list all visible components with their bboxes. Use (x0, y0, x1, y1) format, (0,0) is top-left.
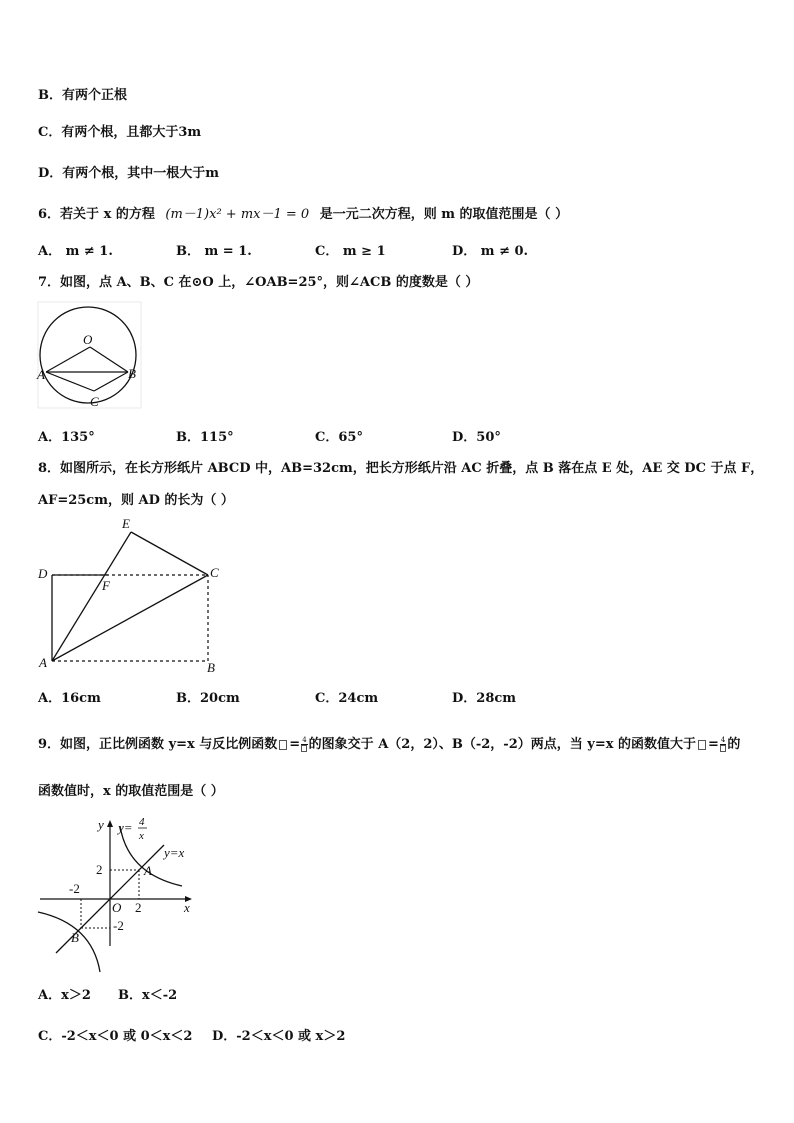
q9-stem-part-a: 9．如图，正比例函数 y=x 与反比例函数 (38, 737, 278, 752)
q7-option-c: C．65° (315, 430, 363, 445)
q7-label-c: C (90, 394, 99, 409)
q9-label-curve-den: x (139, 830, 144, 842)
q7-stem: 7．如图，点 A、B、C 在⊙O 上，∠OAB=25°，则∠ACB 的度数是（ ） (38, 275, 479, 290)
q9-tick-neg2-x: -2 (69, 881, 80, 896)
q7-option-a: A．135° (38, 430, 95, 445)
q9-fraction-2-numerator: 4 (720, 735, 726, 744)
q7-segment-ob (90, 347, 128, 372)
q9-option-a: A．x＞2 (38, 988, 91, 1003)
q7-circle-figure (36, 300, 146, 412)
q5-option-b: B．有两个正根 (38, 88, 127, 103)
q5-option-d: D．有两个根，其中一根大于m (38, 166, 220, 181)
q8-label-d: D (38, 566, 48, 581)
q9-fraction-2-denominator-box (720, 745, 726, 752)
q9-y-axis-arrow (107, 820, 113, 827)
q9-fraction-2 (720, 737, 726, 753)
q6-option-c: C． m ≥ 1 (315, 244, 386, 259)
q9-stem-part-c: 的 (727, 737, 741, 752)
q9-option-c: C．-2＜x＜0 或 0＜x＜2 (38, 1029, 193, 1044)
q8-option-b: B．20cm (176, 691, 240, 706)
q8-label-b: B (207, 660, 215, 675)
q9-fraction-numerator: 4 (302, 735, 307, 744)
q6-stem-suffix: 是一元二次方程，则 m 的取值范围是（ ） (319, 207, 569, 222)
q9-tick-neg2-y: -2 (113, 918, 124, 933)
q9-label-y-axis: y (98, 817, 104, 832)
q7-segment-oa (46, 347, 90, 372)
q6-stem-prefix: 6．若关于 x 的方程 (38, 207, 155, 222)
q9-missing-glyph-box-2 (698, 740, 706, 750)
q9-stem-part-b: 的图象交于 A（2，2）、B（-2，-2）两点，当 y=x 的函数值大于 (308, 737, 696, 752)
q9-function-graph (36, 812, 206, 952)
q8-label-f: F (102, 578, 110, 593)
q8-segment-ac (52, 575, 208, 661)
q7-label-a: A (37, 367, 45, 382)
q9-hyperbola-branch-2 (38, 912, 100, 972)
q9-fraction (301, 737, 307, 753)
q8-label-a: A (39, 655, 47, 670)
q9-stem-line2: 函数值时，x 的取值范围是（ ） (38, 784, 224, 799)
q6-option-b: B． m = 1. (176, 244, 252, 259)
q9-label-line: y=x (164, 845, 185, 860)
q9-label-origin: O (112, 900, 122, 915)
q7-option-d: D．50° (452, 430, 501, 445)
q7-figure-frame (38, 302, 141, 408)
q9-label-curve-num: 4 (139, 816, 145, 828)
q7-label-b: B (128, 366, 136, 381)
q9-option-d: D．-2＜x＜0 或 x＞2 (212, 1029, 346, 1044)
q9-label-x-axis: x (184, 900, 190, 915)
q9-option-b: B．x＜-2 (118, 988, 178, 1003)
q8-option-d: D．28cm (452, 691, 517, 706)
q8-option-c: C．24cm (315, 691, 379, 706)
q9-label-curve: y= (118, 820, 133, 835)
q9-missing-glyph-box (279, 740, 287, 750)
q8-label-c: C (210, 565, 219, 580)
q9-tick-2-y: 2 (96, 862, 103, 877)
q8-segment-ae (52, 532, 131, 661)
q7-option-b: B．115° (176, 430, 234, 445)
q9-label-b: B (71, 930, 79, 945)
q6-stem (38, 203, 568, 222)
q9-stem-line1: 9．如图，正比例函数 y=x 与反比例函数 = 4 的图象交于 A（2，2）、B（-2，-2）两点，当 y=x 的函数值大于 = 4 的 (38, 735, 741, 752)
q8-segment-ec (131, 532, 208, 575)
q9-fraction-denominator-box (301, 745, 307, 752)
q8-rectangle-figure (36, 515, 226, 680)
q6-equation: (m－1)x² + mx－1 = 0 (165, 207, 310, 222)
q6-option-a: A． m ≠ 1. (38, 244, 113, 259)
q8-option-a: A．16cm (38, 691, 101, 706)
q6-option-d: D． m ≠ 0. (452, 244, 529, 259)
q8-stem-line1: 8．如图所示，在长方形纸片 ABCD 中，AB=32cm，把长方形纸片沿 AC 折叠，点 B 落在点 E 处，AE 交 DC 于点 F， (38, 461, 764, 476)
q7-label-o: O (83, 332, 93, 347)
q9-label-a: A (144, 863, 152, 878)
q5-option-c: C．有两个根，且都大于3m (38, 125, 202, 140)
q8-label-e: E (122, 516, 130, 531)
q8-stem-line2: AF=25cm，则 AD 的长为（ ） (38, 493, 234, 508)
q9-tick-2-x: 2 (135, 900, 142, 915)
